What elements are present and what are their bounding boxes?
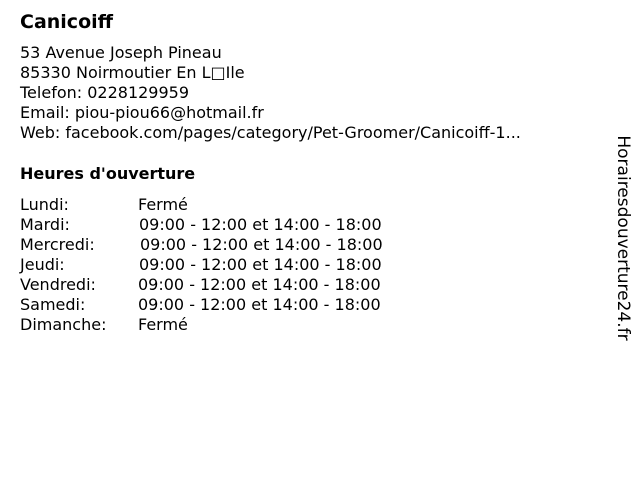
phone-line: Telefon: 0228129959 (20, 83, 190, 102)
address-line-1: 53 Avenue Joseph Pineau (20, 43, 222, 62)
day-label: Samedi: (20, 295, 86, 314)
opening-hours-heading: Heures d'ouverture (20, 164, 196, 183)
business-name: Canicoiff (20, 11, 114, 33)
contact-block (20, 43, 521, 143)
address-line-2: 85330 Noirmoutier En L□Ile (20, 63, 245, 82)
day-hours: Fermé (138, 315, 188, 334)
day-label: Mercredi: (20, 235, 95, 254)
web-line: Web: facebook.com/pages/category/Pet-Groomer/Canicoiff-1... (20, 123, 521, 142)
day-label: Dimanche: (20, 315, 107, 334)
email-line: Email: piou-piou66@hotmail.fr (20, 103, 264, 122)
day-hours: 09:00 - 12:00 et 14:00 - 18:00 (138, 275, 381, 294)
day-label: Lundi: (20, 195, 69, 214)
day-hours: Fermé (138, 195, 188, 214)
day-label: Mardi: (20, 215, 70, 234)
day-hours: 09:00 - 12:00 et 14:00 - 18:00 (139, 255, 382, 274)
day-label: Vendredi: (20, 275, 96, 294)
day-label: Jeudi: (20, 255, 65, 274)
day-hours: 09:00 - 12:00 et 14:00 - 18:00 (139, 215, 382, 234)
day-hours: 09:00 - 12:00 et 14:00 - 18:00 (140, 235, 383, 254)
site-watermark: Horairesdouverture24.fr (613, 135, 633, 341)
day-hours: 09:00 - 12:00 et 14:00 - 18:00 (138, 295, 381, 314)
